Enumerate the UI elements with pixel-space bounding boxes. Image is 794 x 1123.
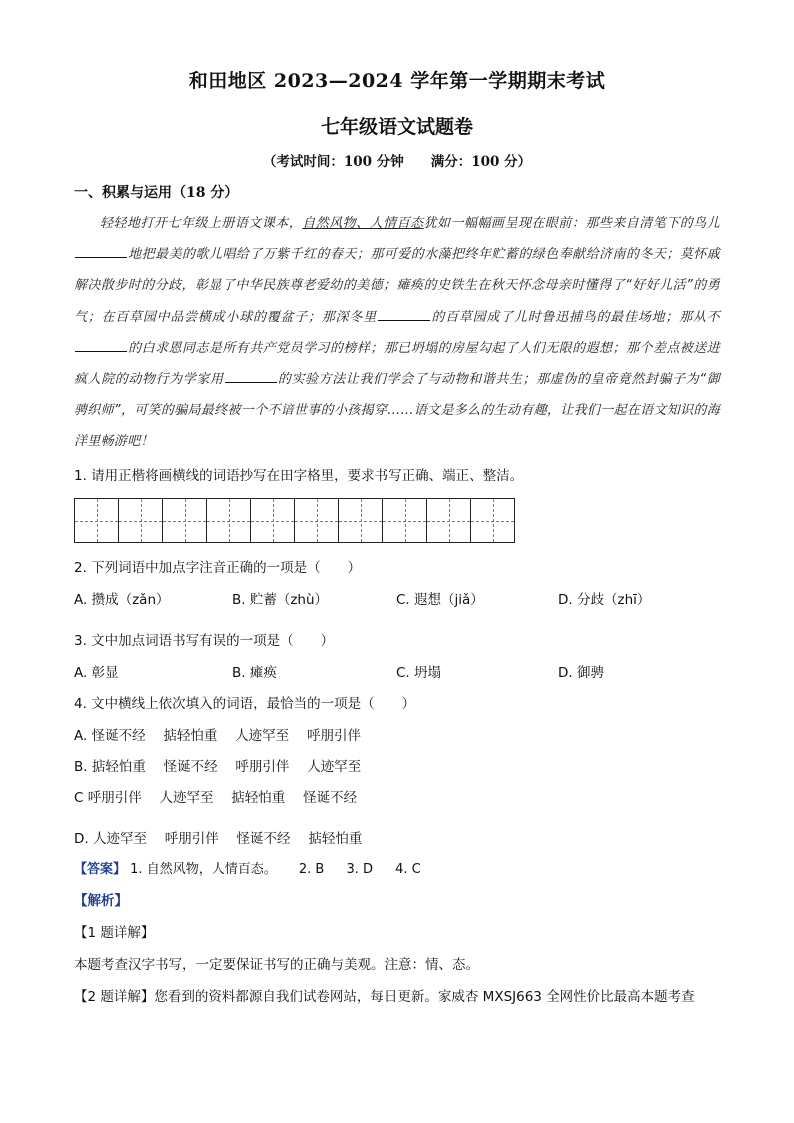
answer-item: 3. D: [346, 862, 373, 877]
section-heading: 一、积累与运用（18 分）: [74, 185, 239, 201]
question-4: 4. 文中横线上依次填入的词语，最恰当的一项是（ ）: [74, 696, 416, 712]
option-a: A. 攒成（zǎn）: [74, 592, 170, 608]
answer-line: [74, 858, 439, 877]
tianzige-cell: [471, 498, 515, 543]
exam-subtitle: 七年级语文试题卷: [320, 116, 473, 138]
exam-info: （考试时间：100 分钟 满分：100 分）: [262, 154, 532, 170]
tianzige-grid: [74, 498, 515, 543]
tianzige-cell: [295, 498, 339, 543]
tianzige-cell: [119, 498, 163, 543]
detail-1-heading: 【1 题详解】: [74, 925, 155, 941]
exam-title: 和田地区 2023—2024 学年第一学期期末考试: [188, 70, 606, 92]
detail-1-text: 本题考查汉字书写，一定要保证书写的正确与美观。注意：情、态。: [74, 957, 479, 973]
detail-2: [74, 985, 724, 1005]
fill-blank: [75, 243, 127, 258]
option-a: A. 怪诞不经 掂轻怕重 人迹罕至 呼朋引伴: [74, 728, 361, 744]
fill-blank: [225, 368, 277, 383]
option-a: A. 彰显: [74, 665, 119, 681]
reading-passage: [74, 208, 720, 458]
passage-text: 的百草园成了儿时鲁迅捕鸟的最佳场地；那从不: [430, 309, 720, 325]
option-d: D. 人迹罕至 呼朋引伴 怪诞不经 掂轻怕重: [74, 831, 363, 847]
answer-item: 4. C: [395, 862, 421, 877]
option-b: B. 瘫痪: [232, 665, 277, 681]
answer-item: 2. B: [298, 862, 325, 877]
tianzige-cell: [163, 498, 207, 543]
answer-tag: 【答案】: [74, 862, 127, 877]
passage-text: 的白求恩同志是所有共产党员学习的榜样；那已坍塌的房屋勾起了人们无限的遐想；那个差点被送进疯人院的动物行为学家用: [74, 340, 720, 388]
option-b: B. 掂轻怕重 怪诞不经 呼朋引伴 人迹罕至: [74, 759, 362, 775]
fill-blank: [378, 306, 430, 321]
answer-item: 1. 自然风物，人情百态。: [130, 862, 277, 877]
detail-2-heading: 【2 题详解】: [74, 989, 155, 1005]
option-d: D. 御骋: [558, 665, 604, 681]
passage-text: 轻轻地打开七年级上册语文课本，: [100, 216, 303, 231]
passage-text: 的实验方法让我们学会了与动物和谐共生；那虚伪的皇帝竟然封骗子为“御骋织师”，可笑的骗局最终被一个不谙世事的小孩揭穿……语文是多么的生动有趣，让我们一起在语文知识的海洋里畅游吧！: [74, 372, 720, 450]
question-2: 2. 下列词语中加点字注音正确的一项是（ ）: [74, 560, 362, 576]
tianzige-cell: [383, 498, 427, 543]
option-c: C. 坍塌: [396, 665, 442, 681]
analysis-tag: 【解析】: [74, 893, 128, 909]
question-1: 1. 请用正楷将画横线的词语抄写在田字格里，要求书写正确、端正、整洁。: [74, 468, 524, 484]
tianzige-cell: [207, 498, 251, 543]
tianzige-cell: [339, 498, 383, 543]
passage-text: 犹如一幅幅画呈现在眼前：那些来自清笔下的鸟儿: [423, 216, 720, 231]
tianzige-cell: [427, 498, 471, 543]
option-d: D. 分歧（zhī）: [558, 592, 651, 608]
passage-underlined: 自然风物、人情百态: [302, 216, 424, 231]
question-3: 3. 文中加点词语书写有误的一项是（ ）: [74, 633, 335, 649]
option-c: C. 遐想（jiǎ）: [396, 592, 484, 608]
option-c: C 呼朋引伴 人迹罕至 掂轻怕重 怪诞不经: [74, 790, 358, 806]
passage-text: 地把最美的歌儿唱给了万紫千红的春天；那可爱的水藻把终年贮蓄的绿色奉献给济南的冬天；莫怀戚解决散步时的分歧，彰显了中华民族尊老爱幼的美德；瘫痪的史铁生在秋天怀念母亲时懂得了“好好儿活”的勇气；在百草园中品尝横成小球的覆盆子；那深冬里: [74, 247, 720, 325]
tianzige-cell: [251, 498, 295, 543]
detail-2-text: 您看到的资料都源自我们试卷网站，每日更新。家威杏 MXSJ663 全网性价比最高本题考查: [154, 989, 695, 1005]
fill-blank: [75, 337, 127, 352]
tianzige-cell: [74, 498, 119, 543]
option-b: B. 贮蓄（zhù）: [232, 592, 329, 608]
